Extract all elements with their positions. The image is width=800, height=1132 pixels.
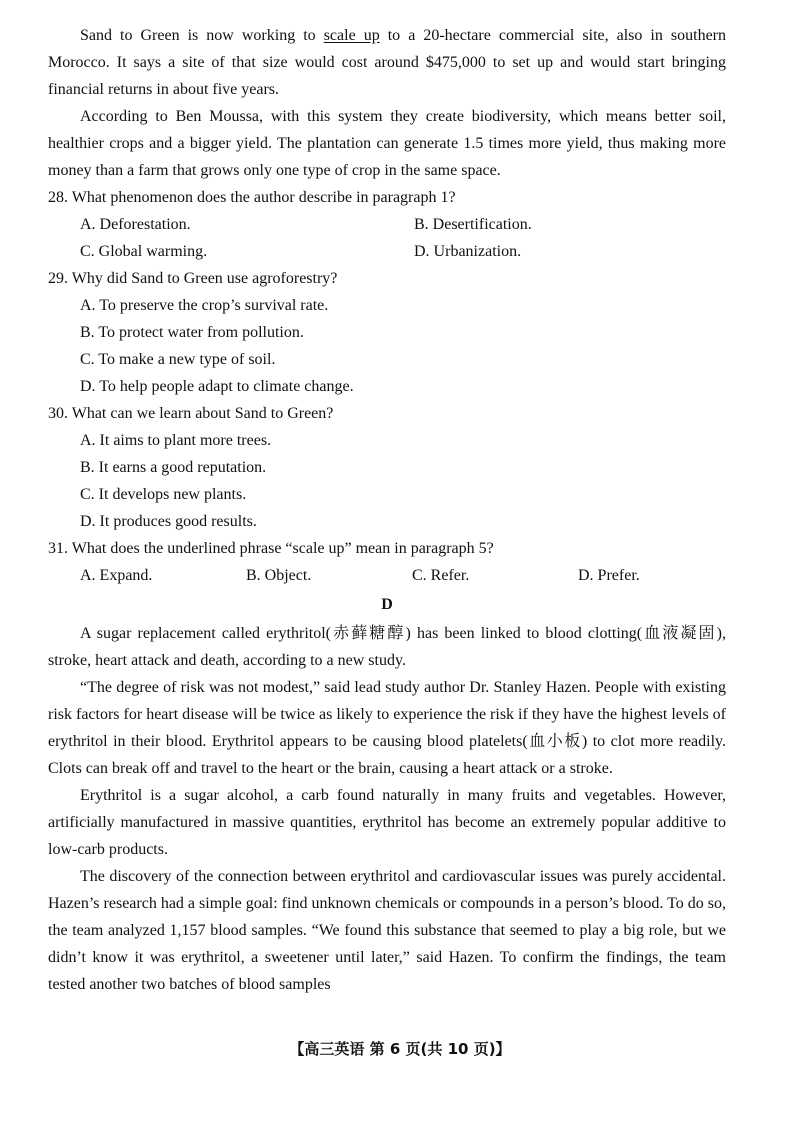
paragraph-scale-up xyxy=(48,22,726,103)
option-b: B. Desertification. xyxy=(414,216,532,233)
option-d: D. Urbanization. xyxy=(414,243,522,260)
option-d: D. Prefer. xyxy=(578,567,640,584)
passage-d-paragraph-3: Erythritol is a sugar alcohol, a carb found naturally in many fruits and vegetables. However, artificially manufactured in massive quantities, erythritol has become an extremely popular additive to low-carb products. xyxy=(48,787,726,858)
underlined-phrase: scale up xyxy=(323,27,380,44)
option-c: C. To make a new type of soil. xyxy=(80,351,276,368)
question-31-stem: 31. What does the underlined phrase “scale up” mean in paragraph 5? xyxy=(48,540,494,557)
option-b: B. Object. xyxy=(246,567,312,584)
option-b: B. It earns a good reputation. xyxy=(80,459,267,476)
question-29-stem: 29. Why did Sand to Green use agroforestry? xyxy=(48,270,338,287)
option-c: C. Refer. xyxy=(412,567,470,584)
paragraph-text: Sand to Green is now working to xyxy=(80,27,324,44)
option-b: B. To protect water from pollution. xyxy=(80,324,304,341)
passage-d-paragraph-2: “The degree of risk was not modest,” said lead study author Dr. Stanley Hazen. People with existing risk factors for heart disease will be twice as likely to experience the risk if they have the highest levels of erythritol in their blood. Erythritol appears to be causing blood platelets(血小板) to clot more readily. Clots can break off and travel to the heart or the brain, causing a heart attack or a stroke. xyxy=(48,679,726,777)
passage-d-paragraph-4: The discovery of the connection between erythritol and cardiovascular issues was purely accidental. Hazen’s research had a simple goal: find unknown chemicals or compounds in a person’s blood. To do so, the team analyzed 1,157 blood samples. “We found this substance that seemed to play a big role, but we didn’t know it was erythritol, a sweetener until later,” said Hazen. To confirm the findings, the team tested another two batches of blood samples xyxy=(48,868,726,993)
passage-d-paragraph-1: A sugar replacement called erythritol(赤藓糖醇) has been linked to blood clotting(血液凝固), stroke, heart attack and death, according to a new study. xyxy=(48,625,726,669)
paragraph-ben-moussa: According to Ben Moussa, with this system they create biodiversity, which means better soil, healthier crops and a bigger yield. The plantation can generate 1.5 times more yield, thus making more money than a farm that grows only one type of crop in the same space. xyxy=(48,108,726,179)
question-30-stem: 30. What can we learn about Sand to Green? xyxy=(48,405,334,422)
paragraph-text: to a 20-hectare commercial site, also in southern Morocco. It says a site of that size would cost around $475,000 to set up and would start bringing financial returns in about five years. xyxy=(48,27,726,98)
option-c: C. Global warming. xyxy=(80,243,208,260)
question-28-stem: 28. What phenomenon does the author describe in paragraph 1? xyxy=(48,189,456,206)
section-heading-d: D xyxy=(381,596,393,613)
option-a: A. Deforestation. xyxy=(80,216,191,233)
page-footer: 【高三英语 第 6 页(共 10 页)】 xyxy=(289,1040,511,1058)
option-c: C. It develops new plants. xyxy=(80,486,247,503)
option-a: A. To preserve the crop’s survival rate. xyxy=(80,297,329,314)
option-d: D. It produces good results. xyxy=(80,513,257,530)
question-31-options xyxy=(80,562,726,589)
question-28-options xyxy=(80,211,726,265)
option-a: A. It aims to plant more trees. xyxy=(80,432,272,449)
option-a: A. Expand. xyxy=(80,567,153,584)
option-d: D. To help people adapt to climate change. xyxy=(80,378,354,395)
